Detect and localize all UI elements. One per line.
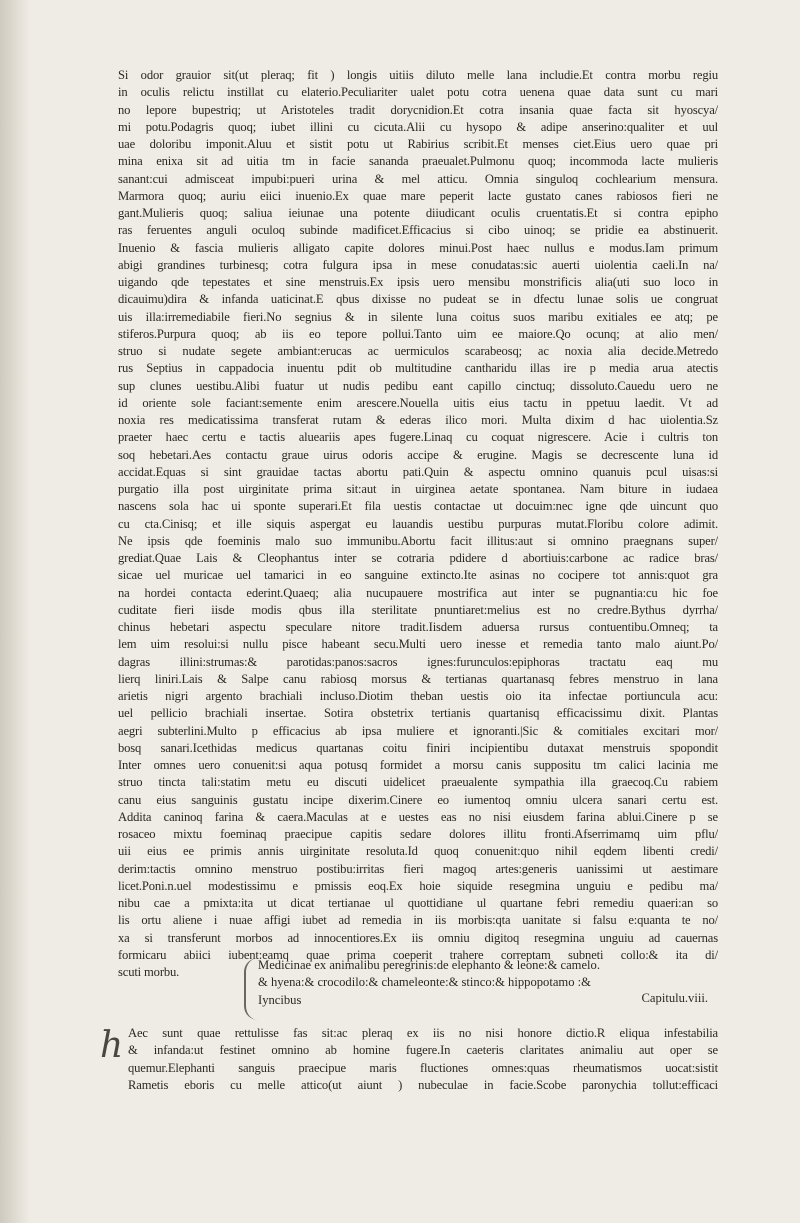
- text-line: uae doloribu imponit.Aluu et sistit potu ut Rabirius scribit.Et menses ciet.Eius uero quae pri: [118, 137, 718, 151]
- chapter-heading-line: Iyncibus: [258, 992, 302, 1007]
- text-line: dagras illini:strumas:& parotidas:panos:sacros ignes:furunculos:epiphoras tractatu eaq mu: [118, 654, 718, 669]
- text-line: ras feruentes anguli oculoq subinde madificet.Efficacius si cibo uinoq; se pridie ea abstinuerit.: [118, 223, 718, 238]
- chapter-heading: [258, 957, 708, 1009]
- text-line: lierq liniri.Lais & Salpe canu rabiosq morsus & tertianas quartanasq febres menstruo in lana: [118, 671, 718, 686]
- text-line: Inuenio & fascia mulieris alligato capite dolores minui.Post haec nullus e modus.Iam primum: [118, 240, 718, 255]
- text-line: canu eius sanguinis gustatu incipe dixerim.Cinere eo iumentoq omniu ulcera sanari certu est.: [118, 792, 718, 807]
- text-line: purgatio illa post uirginitate prima sit:aut in uirginea aetate spontanea. Nam biture in iudaea: [118, 482, 718, 496]
- text-line: arietis nigri argento brachiali incluso.Diotim theban uestis oio ita infectae portiuncula acu:: [118, 689, 718, 703]
- text-line: nascens sola hac ui sponte superari.Et fila uestis contactae ut docuim:nec igne qde uincunt quo: [118, 499, 718, 514]
- text-line: xa si transferunt morbos ad innocentiores.Ex iis omniu digitoq resegmina unguiu ad cauernas: [118, 930, 718, 945]
- text-line: gant.Mulieris quoq; saliua ieiunae una potente diiudicant oculis cruentatis.Et si contra epipho: [118, 206, 718, 220]
- text-line: cuditate fieri iisde modis qbus illa sterilitate pnuntiaret:melius est no credre.Bythus dyrrha/: [118, 602, 718, 617]
- text-line: accidat.Equas si sint grauidae tactas abortu pati.Quin & aspectu omnino quanuis pcul uisas:si: [118, 464, 718, 479]
- text-line: lem uim resolui:si nullu pisce habeant secu.Multi uero inesse et remedia tanto malo aiunt.Po/: [118, 637, 718, 652]
- page-gutter-shadow: [0, 0, 30, 1223]
- text-line: aegri subterlini.Multo p efficacius ab ipsa muliere et ignoranti.|Sic & comitiales excitari mor/: [118, 723, 718, 738]
- text-line: licet.Poni.n.uel modestissimu e pmissis eoq.Ex hoie siquide resegmina unguiu e pedibu ma/: [118, 878, 718, 893]
- text-line: scuti morbu.: [118, 965, 180, 979]
- text-line: derim:tactis omnino menstruo postibu:irritas fieri magoq artes:generis uanissimi ut aestimare: [118, 861, 718, 876]
- text-line: in oculis relictu instillat cu elaterio.Peculiariter ualet potu cotra uenena quae data sunt cu mari: [118, 85, 718, 100]
- text-line: Si odor grauior sit(ut pleraq; fit ) longis uitiis diluto melle lana includie.Et contra morbu regiu: [118, 68, 718, 82]
- text-line: struo tincta tali:statim metu eu discuti uidelicet praeualente sympathia illa graecoq.Cu rabiem: [118, 775, 718, 790]
- text-line: id oriente sole faciant:semente enim arescere.Nouella uitis eius tactu in ppetuu laedit. Vt ad: [118, 395, 718, 410]
- text-line: nibu cae a pmixta:ita ut dicat tertianae ul quottidiane ul quartane febri remediu quaeri:an so: [118, 896, 718, 910]
- text-line: uii eius ee primis annis uirginitate resoluta.Id quoq conuenit:quo nihil eqdem libenti credi/: [118, 844, 718, 859]
- chapter-body-text: [128, 1025, 718, 1094]
- main-text-block: [118, 67, 718, 981]
- text-line: uis illa:irremediabile fieri.No segnius & in silente luna coitus suos maribu exitiales ee atq; pe: [118, 309, 718, 324]
- text-line: uel pellicio brachiali insertae. Sotira obstetrix tertianis quartanisq efficacissimu dixit. Plantas: [118, 706, 718, 721]
- text-line: noxia res medicatissima transferat rutam & ederas ilico mori. Multa dixim d hac uiolentia.Sz: [118, 413, 718, 427]
- text-line: praeter haec certu e tactis alueariis apes fugere.Linaq cu coquat nigrescere. Acie i cultris ton: [118, 430, 718, 445]
- chapter-heading-line: & hyena:& crocodilo:& chameleonte:& stinco:& hippopotamo :&: [258, 975, 591, 990]
- text-line: quemur.Elephanti sanguis praecipue maris fluctiones omnes:quas rheumatismos uocat:sistit: [128, 1060, 718, 1075]
- text-line: bosq sanari.Icethidas medicus quartanas coitu finiri incipientibu dutaxat menstruis spopondit: [118, 740, 718, 755]
- chapter-heading-line: Medicinae ex animalibu peregrinis:de elephanto & leone:& camelo.: [258, 958, 601, 972]
- text-line: Rametis eboris cu melle attico(ut aiunt ) nubeculae in facie.Scobe paronychia tollut:efficaci: [128, 1077, 718, 1092]
- text-line: Inter omnes uero conuenit:si aqua potusq formidet a morsu canis suppositu tm calici lacinia me: [118, 758, 718, 772]
- text-line: sanant:cui admisceat impubi:pueri urina & mel atticu. Omnia singuloq cochlearium mensura.: [118, 171, 718, 186]
- text-line: Ne ipsis qde foeminis malo suo immunibu.Abortu facit illitus:aut si omnino praegnans super/: [118, 533, 718, 548]
- text-line: mi potu.Podagris quoq; iubet illini cu cicuta.Alii cu hysopo & adipe anserino:qualiter et uul: [118, 119, 718, 134]
- text-line: dicauimu)dira & infanda uaticinat.E qbus dixisse no pudeat se in dfectu lunae solis ue congruat: [118, 292, 718, 307]
- text-line: sicae uel muricae uel tamarici in eo sanguine extincto.Ite asinas no cocipere tot annis:quot gra: [118, 568, 718, 583]
- text-line: formicaru abiici iubent:eamq quae prima coeperit trahere correptam subneti collo:& ita di/: [118, 947, 718, 962]
- text-line: rosaceo mixtu foeminaq praecipue capitis sedare dolores illitu fronti.Afserrimamq uim pflu/: [118, 827, 718, 841]
- text-line: abigi grandines turbinesq; cotra fulgura ipsa in mese conudatas:sic auerti uiolentia caeli.In na/: [118, 257, 718, 272]
- text-line: Aec sunt quae rettulisse fas sit:ac pleraq ex iis no nisi honore dictio.R eliqua infestabilia: [128, 1026, 718, 1040]
- text-line: stiferos.Purpura quoq; ab iis eo tepore pollui.Tanto uim ee maiore.Qo ocunq; at alio men/: [118, 326, 718, 341]
- text-line: na hordei contacta ederint.Quaeq; alia nucupauere mostrifica aut inter se pugnantia:cu hic foe: [118, 585, 718, 600]
- chapter-number: Capitulu.viii.: [641, 991, 708, 1005]
- text-line: Marmora quoq; auriu eiici inuenio.Ex quae mare peperit lacte gustato canes rabiosos fieri ne: [118, 188, 718, 203]
- text-line: grediat.Quae Lais & Cleophantus inter se cotraria pdidere d abortiuis:carbone ac radice bras/: [118, 551, 718, 565]
- text-line: no lepore bupestriq; ut Aristoteles tradit dorycnidion.Et cotra insania quae facta sit hyoscya/: [118, 102, 718, 117]
- text-line: sup clunes uestibu.Alibi fuatur ut nudis pedibu eant capillo cinctuq; dissoluto.Cauedu uero ne: [118, 378, 718, 393]
- decorated-initial-letter: h: [100, 1025, 124, 1066]
- text-line: lis ortu aliene i nuae affigi iubet ad remedia in iis morbis:qta uanitate si falsu e:quanta te no/: [118, 913, 718, 928]
- text-line: uigando qde tepestates et sine menstruis.Ex ipsis uero mensibu monstrificis alia(uti suo loco in: [118, 275, 718, 289]
- text-line: soq hebetari.Aes contactu graue uirus odoris accipe & erugine. Magis se decrescente luna id: [118, 447, 718, 462]
- text-line: struo si nudate segete ambiant:erucas ac uermiculos scarabeosq; ac noxia alia decide.Metredo: [118, 344, 718, 358]
- text-line: chinus hebetari aspectu speculare nitore tradit.Iisdem aduersa rursus contuentibu.Omneq; ta: [118, 620, 718, 634]
- text-line: rus Septius in cappadocia inuentu pdit ob multitudine cantharidu illas ire p media arua atectis: [118, 361, 718, 376]
- text-line: mina enixa sit ad uitia tm in facie sananda praeualet.Pulmonu quoq; incommoda lacte mulieris: [118, 154, 718, 169]
- text-line: Addita caninoq farina & caera.Maculas at e uestes eas no nisi eiusdem farina ablui.Cinere p se: [118, 809, 718, 824]
- text-line: cu cta.Cinisq; et ille siquis aspergat eu lauandis uestibu purpuras mutat.Floribu colore adimit.: [118, 516, 718, 531]
- text-line: & infanda:ut festinet omnino ab homine fugere.In caeteris claritates animaliu aut oper se: [128, 1043, 718, 1058]
